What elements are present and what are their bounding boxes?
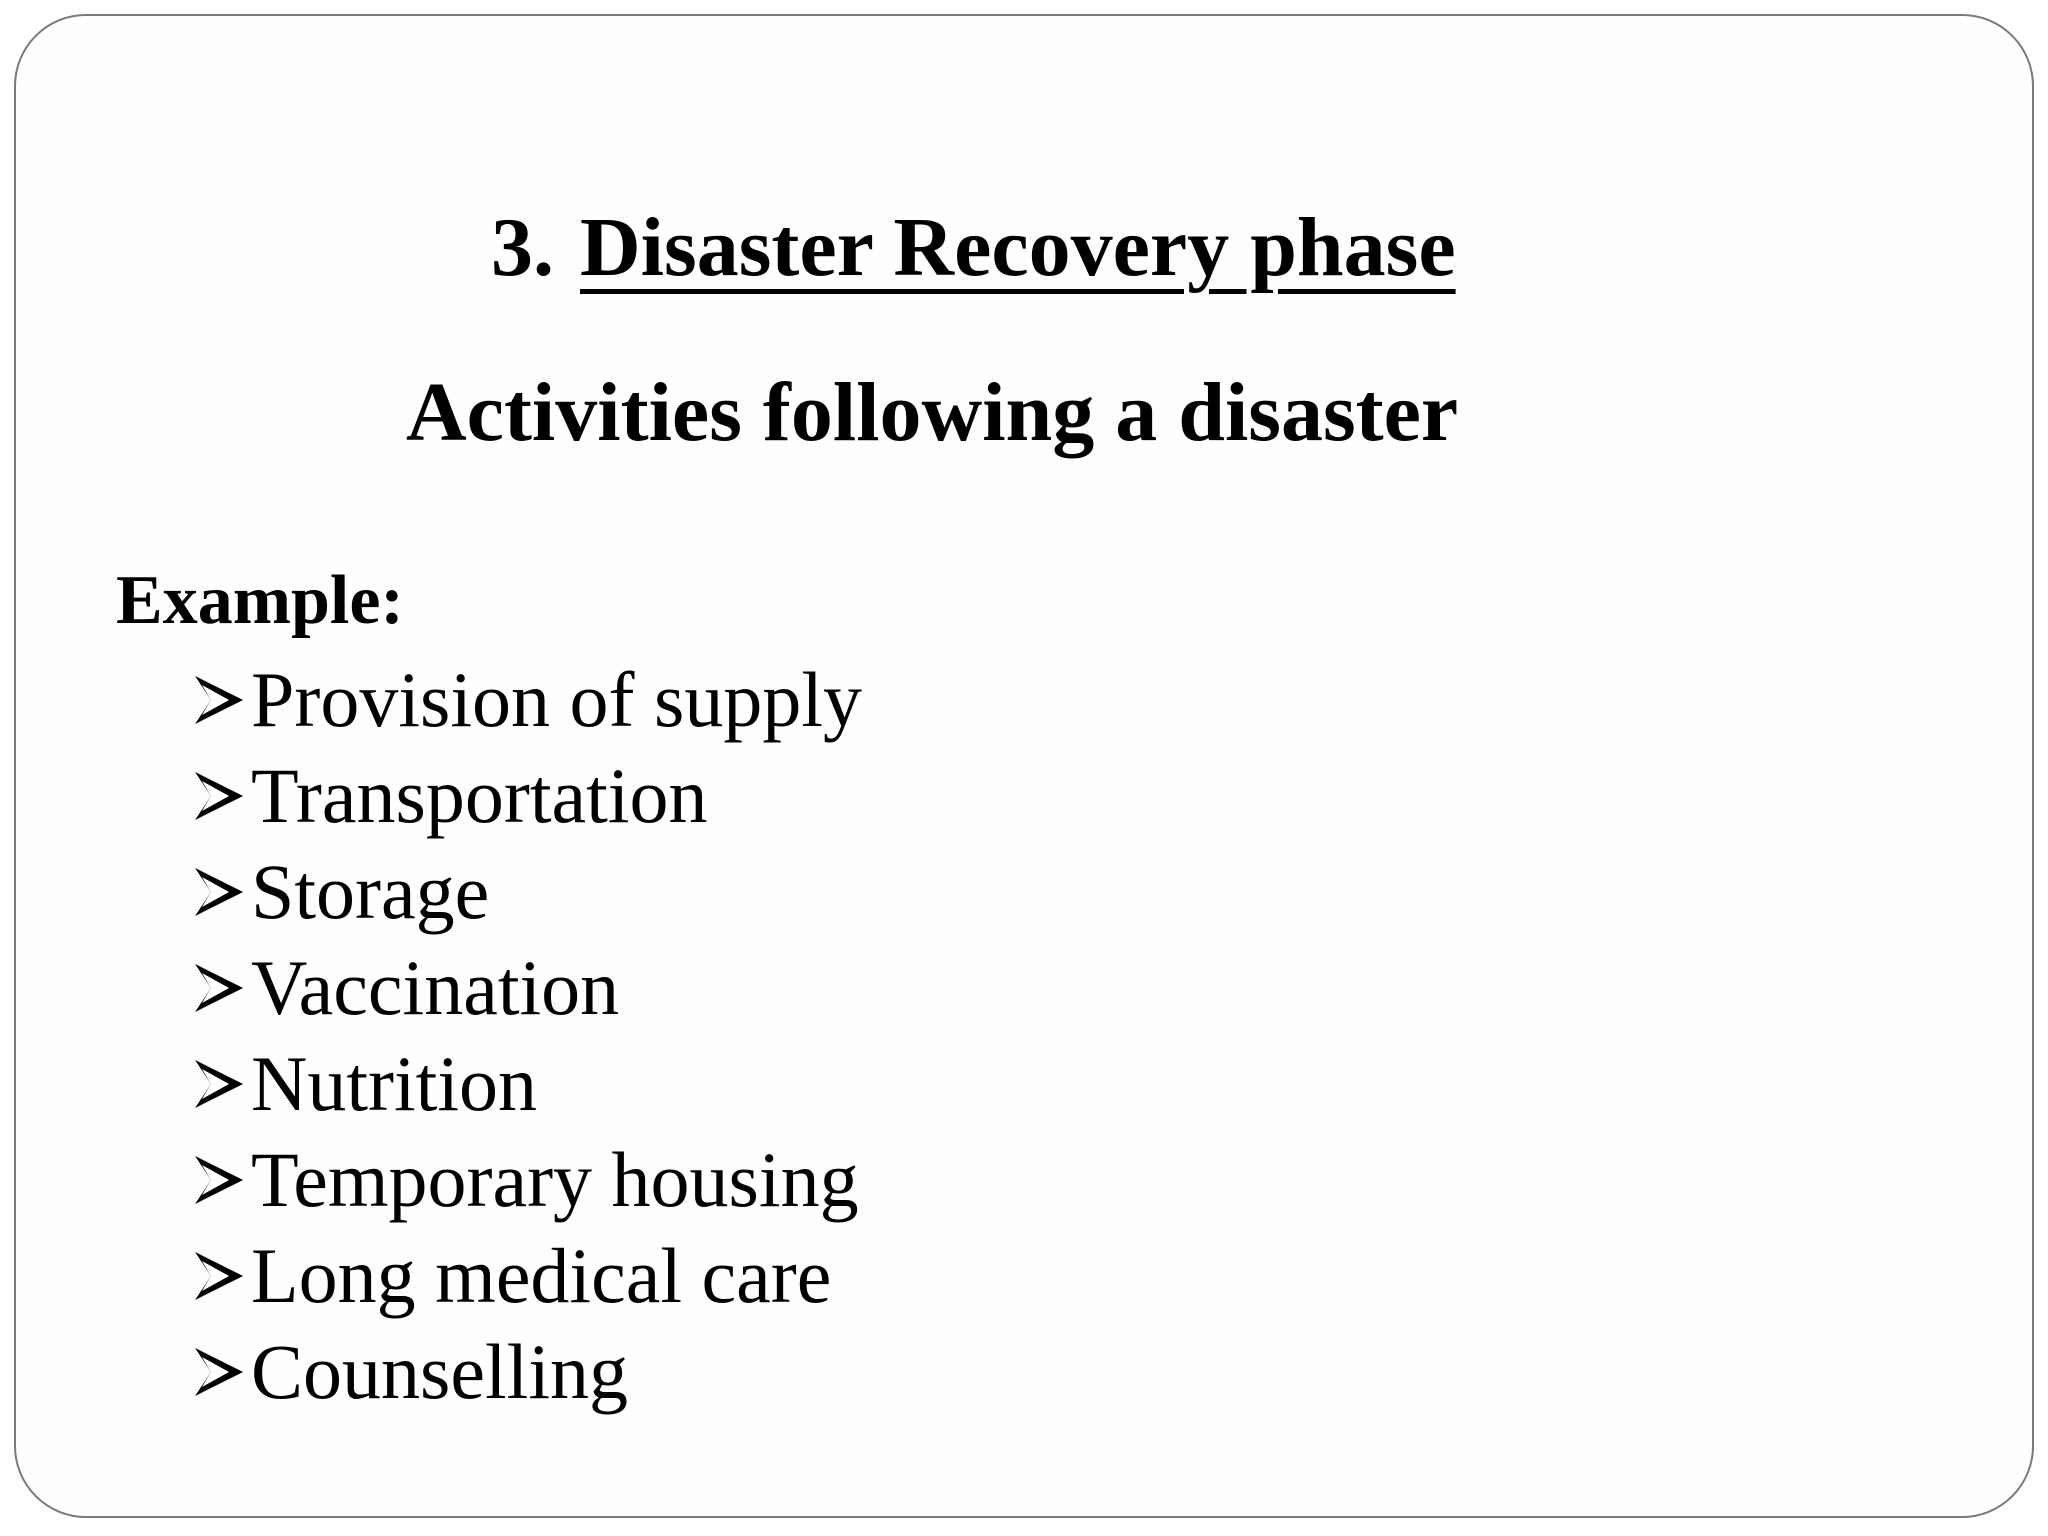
example-label: Example: bbox=[116, 562, 404, 639]
slide-heading bbox=[491, 201, 1456, 294]
heading-title: Disaster Recovery phase bbox=[580, 201, 1456, 294]
list-item bbox=[191, 844, 862, 940]
list-item-text: Transportation bbox=[251, 752, 708, 839]
list-item-text: Nutrition bbox=[251, 1040, 537, 1127]
arrow-right-icon bbox=[191, 1056, 247, 1112]
list-item-text: Provision of supply bbox=[251, 656, 863, 743]
list-item bbox=[191, 1036, 862, 1132]
arrow-right-icon bbox=[191, 1344, 247, 1400]
list-item-text: Temporary housing bbox=[251, 1136, 859, 1223]
arrow-right-icon bbox=[191, 864, 247, 920]
list-item bbox=[191, 1228, 862, 1324]
list-item bbox=[191, 748, 862, 844]
list-item bbox=[191, 940, 862, 1036]
list-item-text: Vaccination bbox=[251, 944, 620, 1031]
heading-number: 3. bbox=[491, 201, 554, 294]
list-item-text: Counselling bbox=[251, 1328, 629, 1415]
slide-subtitle: Activities following a disaster bbox=[406, 366, 1459, 459]
arrow-right-icon bbox=[191, 1152, 247, 1208]
bullet-list bbox=[191, 652, 862, 1420]
list-item-text: Long medical care bbox=[251, 1232, 832, 1319]
arrow-right-icon bbox=[191, 1248, 247, 1304]
list-item-text: Storage bbox=[251, 848, 490, 935]
list-item bbox=[191, 1132, 862, 1228]
slide bbox=[14, 14, 2034, 1518]
arrow-right-icon bbox=[191, 672, 247, 728]
arrow-right-icon bbox=[191, 768, 247, 824]
list-item bbox=[191, 1324, 862, 1420]
list-item bbox=[191, 652, 862, 748]
arrow-right-icon bbox=[191, 960, 247, 1016]
